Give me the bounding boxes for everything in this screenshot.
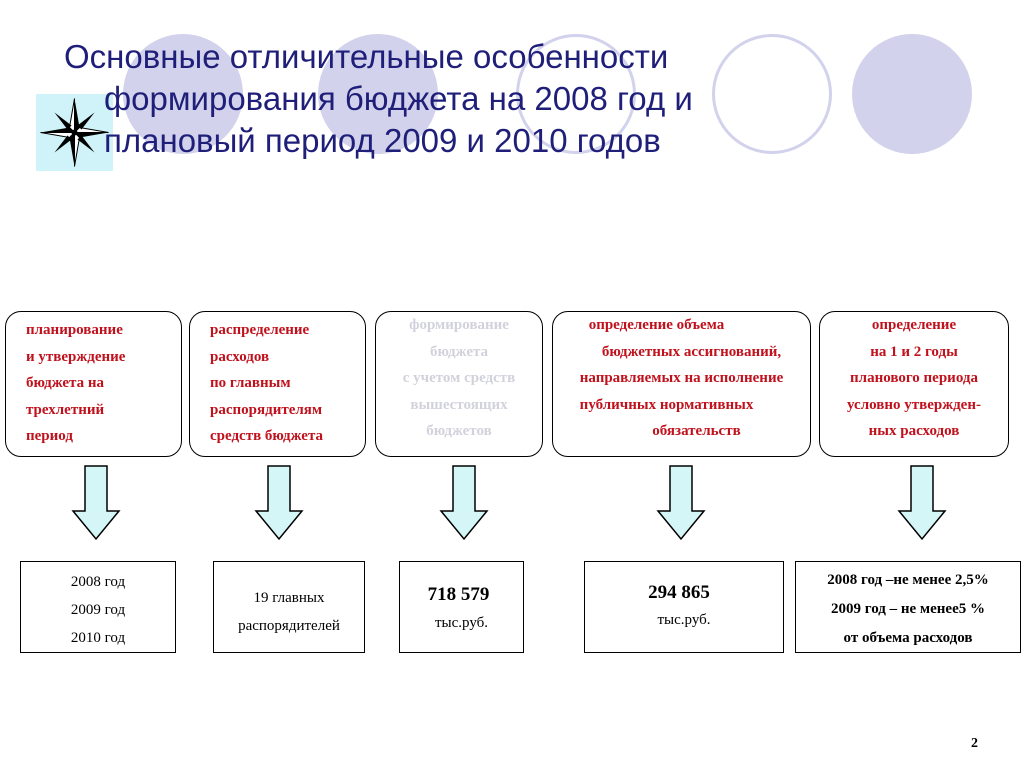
- result-line: 19 главных: [253, 590, 325, 606]
- box-line: средств бюджета: [210, 428, 324, 444]
- result-line: распорядителей: [238, 618, 340, 634]
- down-arrow-icon: [897, 465, 947, 541]
- page-title: [64, 36, 784, 162]
- result-box-administrators: [213, 561, 365, 653]
- box-line: обязательств: [652, 423, 741, 439]
- feature-box-distribution: [189, 311, 366, 457]
- box-line: по главным: [210, 375, 291, 391]
- box-line: распределение: [210, 322, 310, 338]
- result-line: от объема расходов: [843, 630, 973, 646]
- box-line: планирование: [26, 322, 123, 338]
- result-line: 2008 год –не менее 2,5%: [827, 572, 989, 588]
- box-line: условно утвержден-: [847, 396, 981, 413]
- title-line-3: плановый период 2009 и 2010 годов: [104, 122, 661, 159]
- box-line: бюджета: [429, 343, 489, 360]
- box-line: бюджета на: [26, 375, 104, 391]
- feature-box-planning: [5, 311, 182, 457]
- box-line: ных расходов: [868, 423, 960, 439]
- result-unit: тыс.руб.: [434, 615, 489, 631]
- result-box-formation-amount: [399, 561, 524, 653]
- box-line: публичных нормативных: [579, 396, 754, 413]
- title-line-1: Основные отличительные особенности: [64, 38, 669, 75]
- box-line: распорядителям: [210, 401, 323, 418]
- feature-box-allocations: [552, 311, 811, 457]
- result-box-allocations-amount: [584, 561, 784, 653]
- down-arrow-icon: [439, 465, 489, 541]
- box-line: направляемых на исполнение: [579, 370, 784, 386]
- box-line: на 1 и 2 годы: [870, 343, 958, 360]
- result-value: 294 865: [648, 582, 710, 603]
- page-number: 2: [971, 736, 978, 751]
- box-line: планового периода: [850, 370, 978, 386]
- feature-box-conditional: [819, 311, 1009, 457]
- down-arrow-icon: [656, 465, 706, 541]
- result-box-years: [20, 561, 176, 653]
- box-line: и утверждение: [26, 348, 126, 365]
- down-arrow-icon: [254, 465, 304, 541]
- result-box-conditional: [795, 561, 1021, 653]
- result-value: 718 579: [427, 584, 490, 605]
- result-line: 2008 год: [70, 574, 126, 590]
- box-line: бюджетов: [426, 423, 492, 439]
- box-line: бюджетных ассигнований,: [601, 343, 782, 360]
- result-line: 2010 год: [70, 630, 126, 646]
- decor-circle-5: [852, 34, 972, 154]
- result-line: 2009 год: [70, 602, 126, 618]
- box-line: формирование: [409, 317, 509, 333]
- title-line-2: формирования бюджета на 2008 год и: [104, 80, 693, 117]
- box-line: определение: [871, 317, 957, 333]
- feature-box-formation: [375, 311, 543, 457]
- result-unit: тыс.руб.: [657, 612, 711, 628]
- box-line: определение объема: [588, 317, 725, 333]
- box-line: период: [26, 428, 73, 444]
- box-line: расходов: [210, 348, 270, 365]
- box-line: вышестоящих: [410, 396, 508, 413]
- result-line: 2009 год – не менее5 %: [831, 601, 985, 617]
- down-arrow-icon: [71, 465, 121, 541]
- box-line: трехлетний: [26, 401, 105, 418]
- box-line: с учетом средств: [402, 370, 516, 386]
